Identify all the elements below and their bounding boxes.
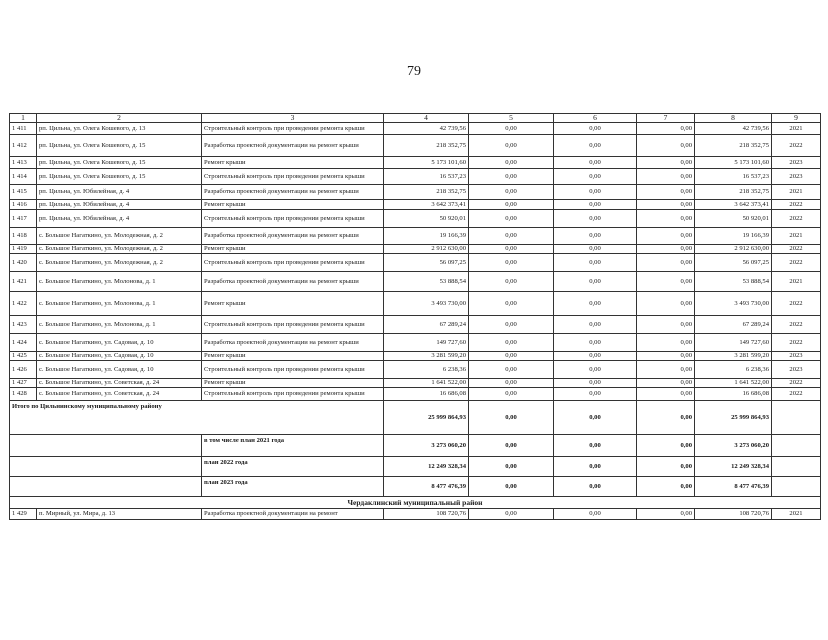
year-cell: 2022 xyxy=(772,135,821,157)
owners-funds-cell: 12 249 328,34 xyxy=(695,457,772,477)
plan-year-row xyxy=(10,457,821,477)
row-number: 1 417 xyxy=(10,210,37,228)
row-number: 1 416 xyxy=(10,200,37,210)
total-cost-cell: 218 352,75 xyxy=(384,185,469,200)
total-cost-cell: 149 727,60 xyxy=(384,334,469,352)
work-type-cell: Разработка проектной документации на ремонт крыши xyxy=(202,272,384,292)
col-header-2: 2 xyxy=(37,114,202,123)
regional-budget-cell: 0,00 xyxy=(554,135,637,157)
fund-cell: 0,00 xyxy=(469,245,554,254)
owners-funds-cell: 6 238,36 xyxy=(695,361,772,379)
fund-cell: 0,00 xyxy=(469,169,554,185)
row-number: 1 413 xyxy=(10,157,37,169)
total-cost-cell: 8 477 476,39 xyxy=(384,477,469,497)
regional-budget-cell: 0,00 xyxy=(554,157,637,169)
row-number: 1 422 xyxy=(10,292,37,316)
year-cell: 2022 xyxy=(772,388,821,401)
address-cell: с. Большое Нагаткино, ул. Молодежная, д. 2 xyxy=(37,245,202,254)
work-type-cell: Строительный контроль при проведении ремонта крыши xyxy=(202,254,384,272)
year-cell: 2022 xyxy=(772,254,821,272)
district-header-row xyxy=(10,497,821,509)
address-cell: с. Большое Нагаткино, ул. Садовая, д. 10 xyxy=(37,352,202,361)
table-row xyxy=(10,509,821,520)
address-cell: рп. Цильна, ул. Олега Кошевого, д. 15 xyxy=(37,157,202,169)
owners-funds-cell: 3 281 599,20 xyxy=(695,352,772,361)
fund-cell: 0,00 xyxy=(469,254,554,272)
table-row xyxy=(10,200,821,210)
total-cost-cell: 56 097,25 xyxy=(384,254,469,272)
total-cost-cell: 16 686,08 xyxy=(384,388,469,401)
year-cell xyxy=(772,401,821,435)
col-header-3: 3 xyxy=(202,114,384,123)
address-cell: с. Большое Нагаткино, ул. Садовая, д. 10 xyxy=(37,334,202,352)
total-cost-cell: 19 166,39 xyxy=(384,228,469,245)
table-row xyxy=(10,352,821,361)
local-budget-cell: 0,00 xyxy=(637,169,695,185)
table-row xyxy=(10,334,821,352)
table-row xyxy=(10,361,821,379)
local-budget-cell: 0,00 xyxy=(637,200,695,210)
regional-budget-cell: 0,00 xyxy=(554,254,637,272)
local-budget-cell: 0,00 xyxy=(637,352,695,361)
local-budget-cell: 0,00 xyxy=(637,157,695,169)
table-row xyxy=(10,254,821,272)
owners-funds-cell: 218 352,75 xyxy=(695,135,772,157)
local-budget-cell: 0,00 xyxy=(637,123,695,135)
fund-cell: 0,00 xyxy=(469,135,554,157)
blank-cell xyxy=(10,435,202,457)
regional-budget-cell: 0,00 xyxy=(554,509,637,520)
regional-budget-cell: 0,00 xyxy=(554,292,637,316)
row-number: 1 423 xyxy=(10,316,37,334)
table-row xyxy=(10,316,821,334)
table-row xyxy=(10,210,821,228)
fund-cell: 0,00 xyxy=(469,379,554,388)
fund-cell: 0,00 xyxy=(469,272,554,292)
regional-budget-cell: 0,00 xyxy=(554,435,637,457)
plan-label: в том числе план 2021 года xyxy=(202,435,384,457)
total-cost-cell: 53 888,54 xyxy=(384,272,469,292)
row-number: 1 421 xyxy=(10,272,37,292)
regional-budget-cell: 0,00 xyxy=(554,200,637,210)
work-type-cell: Ремонт крыши xyxy=(202,292,384,316)
row-number: 1 418 xyxy=(10,228,37,245)
local-budget-cell: 0,00 xyxy=(637,435,695,457)
regional-budget-cell: 0,00 xyxy=(554,352,637,361)
blank-cell xyxy=(10,477,202,497)
local-budget-cell: 0,00 xyxy=(637,292,695,316)
col-header-9: 9 xyxy=(772,114,821,123)
regional-budget-cell: 0,00 xyxy=(554,316,637,334)
local-budget-cell: 0,00 xyxy=(637,272,695,292)
col-header-7: 7 xyxy=(637,114,695,123)
work-type-cell: Строительный контроль при проведении ремонта крыши xyxy=(202,388,384,401)
row-number: 1 428 xyxy=(10,388,37,401)
table-row xyxy=(10,272,821,292)
row-number: 1 415 xyxy=(10,185,37,200)
local-budget-cell: 0,00 xyxy=(637,245,695,254)
address-cell: с. Большое Нагаткино, ул. Молодежная, д. 2 xyxy=(37,254,202,272)
fund-cell: 0,00 xyxy=(469,477,554,497)
owners-funds-cell: 16 686,08 xyxy=(695,388,772,401)
owners-funds-cell: 149 727,60 xyxy=(695,334,772,352)
table-row xyxy=(10,228,821,245)
fund-cell: 0,00 xyxy=(469,200,554,210)
owners-funds-cell: 56 097,25 xyxy=(695,254,772,272)
work-type-cell: Ремонт крыши xyxy=(202,245,384,254)
column-number-row xyxy=(10,114,821,123)
address-cell: с. Большое Нагаткино, ул. Молонова, д. 1 xyxy=(37,272,202,292)
total-label: Итого по Цильнинскому муниципальному району xyxy=(10,401,384,435)
regional-budget-cell: 0,00 xyxy=(554,228,637,245)
owners-funds-cell: 25 999 864,93 xyxy=(695,401,772,435)
regional-budget-cell: 0,00 xyxy=(554,401,637,435)
fund-cell: 0,00 xyxy=(469,361,554,379)
fund-cell: 0,00 xyxy=(469,388,554,401)
regional-budget-cell: 0,00 xyxy=(554,272,637,292)
work-type-cell: Ремонт крыши xyxy=(202,379,384,388)
local-budget-cell: 0,00 xyxy=(637,509,695,520)
owners-funds-cell: 8 477 476,39 xyxy=(695,477,772,497)
address-cell: рп. Цильна, ул. Олега Кошевого, д. 15 xyxy=(37,135,202,157)
table-row xyxy=(10,388,821,401)
work-type-cell: Разработка проектной документации на ремонт крыши xyxy=(202,228,384,245)
work-type-cell: Разработка проектной документации на ремонт крыши xyxy=(202,334,384,352)
row-number: 1 425 xyxy=(10,352,37,361)
work-type-cell: Строительный контроль при проведении ремонта крыши xyxy=(202,210,384,228)
address-cell: п. Мирный, ул. Мира, д. 13 xyxy=(37,509,202,520)
local-budget-cell: 0,00 xyxy=(637,388,695,401)
total-cost-cell: 42 739,56 xyxy=(384,123,469,135)
owners-funds-cell: 42 739,56 xyxy=(695,123,772,135)
year-cell: 2022 xyxy=(772,334,821,352)
regional-budget-cell: 0,00 xyxy=(554,210,637,228)
address-cell: рп. Цильна, ул. Олега Кошевого, д. 13 xyxy=(37,123,202,135)
year-cell: 2021 xyxy=(772,509,821,520)
fund-cell: 0,00 xyxy=(469,123,554,135)
row-number: 1 429 xyxy=(10,509,37,520)
regional-budget-cell: 0,00 xyxy=(554,334,637,352)
year-cell xyxy=(772,457,821,477)
fund-cell: 0,00 xyxy=(469,509,554,520)
local-budget-cell: 0,00 xyxy=(637,379,695,388)
owners-funds-cell: 2 912 630,00 xyxy=(695,245,772,254)
work-type-cell: Ремонт крыши xyxy=(202,200,384,210)
row-number: 1 414 xyxy=(10,169,37,185)
total-cost-cell: 25 999 864,93 xyxy=(384,401,469,435)
total-cost-cell: 5 173 101,60 xyxy=(384,157,469,169)
regional-budget-cell: 0,00 xyxy=(554,185,637,200)
local-budget-cell: 0,00 xyxy=(637,361,695,379)
row-number: 1 420 xyxy=(10,254,37,272)
work-type-cell: Ремонт крыши xyxy=(202,157,384,169)
blank-cell xyxy=(10,457,202,477)
owners-funds-cell: 1 641 522,00 xyxy=(695,379,772,388)
row-number: 1 412 xyxy=(10,135,37,157)
fund-cell: 0,00 xyxy=(469,352,554,361)
owners-funds-cell: 3 273 060,20 xyxy=(695,435,772,457)
local-budget-cell: 0,00 xyxy=(637,477,695,497)
fund-cell: 0,00 xyxy=(469,292,554,316)
owners-funds-cell: 50 920,01 xyxy=(695,210,772,228)
year-cell: 2022 xyxy=(772,245,821,254)
year-cell: 2022 xyxy=(772,292,821,316)
fund-cell: 0,00 xyxy=(469,457,554,477)
plan-year-row xyxy=(10,435,821,457)
total-cost-cell: 3 642 373,41 xyxy=(384,200,469,210)
address-cell: рп. Цильна, ул. Юбилейная, д. 4 xyxy=(37,200,202,210)
address-cell: рп. Цильна, ул. Юбилейная, д. 4 xyxy=(37,185,202,200)
owners-funds-cell: 218 352,75 xyxy=(695,185,772,200)
work-type-cell: Строительный контроль при проведении ремонта крыши xyxy=(202,316,384,334)
year-cell: 2022 xyxy=(772,200,821,210)
owners-funds-cell: 3 642 373,41 xyxy=(695,200,772,210)
col-header-4: 4 xyxy=(384,114,469,123)
year-cell xyxy=(772,477,821,497)
regional-budget-cell: 0,00 xyxy=(554,388,637,401)
owners-funds-cell: 67 289,24 xyxy=(695,316,772,334)
year-cell: 2021 xyxy=(772,228,821,245)
row-number: 1 411 xyxy=(10,123,37,135)
local-budget-cell: 0,00 xyxy=(637,316,695,334)
total-cost-cell: 67 289,24 xyxy=(384,316,469,334)
regional-budget-cell: 0,00 xyxy=(554,379,637,388)
address-cell: с. Большое Нагаткино, ул. Советская, д. 24 xyxy=(37,379,202,388)
total-cost-cell: 3 273 060,20 xyxy=(384,435,469,457)
fund-cell: 0,00 xyxy=(469,228,554,245)
total-cost-cell: 16 537,23 xyxy=(384,169,469,185)
local-budget-cell: 0,00 xyxy=(637,135,695,157)
page-number: 79 xyxy=(407,64,421,79)
work-type-cell: Ремонт крыши xyxy=(202,352,384,361)
owners-funds-cell: 16 537,23 xyxy=(695,169,772,185)
row-number: 1 419 xyxy=(10,245,37,254)
row-number: 1 427 xyxy=(10,379,37,388)
local-budget-cell: 0,00 xyxy=(637,254,695,272)
local-budget-cell: 0,00 xyxy=(637,228,695,245)
address-cell: с. Большое Нагаткино, ул. Советская, д. 24 xyxy=(37,388,202,401)
register-table xyxy=(9,113,821,520)
work-type-cell: Строительный контроль при проведении ремонта крыши xyxy=(202,361,384,379)
table-row xyxy=(10,169,821,185)
table-row xyxy=(10,157,821,169)
year-cell: 2022 xyxy=(772,210,821,228)
total-cost-cell: 6 238,36 xyxy=(384,361,469,379)
year-cell: 2021 xyxy=(772,185,821,200)
regional-budget-cell: 0,00 xyxy=(554,457,637,477)
table-row xyxy=(10,292,821,316)
col-header-6: 6 xyxy=(554,114,637,123)
owners-funds-cell: 53 888,54 xyxy=(695,272,772,292)
table-row xyxy=(10,185,821,200)
regional-budget-cell: 0,00 xyxy=(554,123,637,135)
year-cell: 2023 xyxy=(772,157,821,169)
total-cost-cell: 50 920,01 xyxy=(384,210,469,228)
regional-budget-cell: 0,00 xyxy=(554,361,637,379)
year-cell: 2022 xyxy=(772,316,821,334)
regional-budget-cell: 0,00 xyxy=(554,477,637,497)
fund-cell: 0,00 xyxy=(469,157,554,169)
total-cost-cell: 218 352,75 xyxy=(384,135,469,157)
total-cost-cell: 108 720,76 xyxy=(384,509,469,520)
plan-year-row xyxy=(10,477,821,497)
plan-label: план 2022 года xyxy=(202,457,384,477)
total-cost-cell: 2 912 630,00 xyxy=(384,245,469,254)
address-cell: рп. Цильна, ул. Юбилейная, д. 4 xyxy=(37,210,202,228)
owners-funds-cell: 108 720,76 xyxy=(695,509,772,520)
year-cell: 2021 xyxy=(772,272,821,292)
fund-cell: 0,00 xyxy=(469,210,554,228)
local-budget-cell: 0,00 xyxy=(637,401,695,435)
local-budget-cell: 0,00 xyxy=(637,457,695,477)
owners-funds-cell: 3 493 730,00 xyxy=(695,292,772,316)
col-header-5: 5 xyxy=(469,114,554,123)
district-total-row xyxy=(10,401,821,435)
work-type-cell: Строительный контроль при проведении ремонта крыши xyxy=(202,123,384,135)
plan-label: план 2023 года xyxy=(202,477,384,497)
work-type-cell: Строительный контроль при проведении ремонта крыши xyxy=(202,169,384,185)
local-budget-cell: 0,00 xyxy=(637,334,695,352)
regional-budget-cell: 0,00 xyxy=(554,245,637,254)
year-cell: 2023 xyxy=(772,352,821,361)
owners-funds-cell: 5 173 101,60 xyxy=(695,157,772,169)
owners-funds-cell: 19 166,39 xyxy=(695,228,772,245)
col-header-1: 1 xyxy=(10,114,37,123)
local-budget-cell: 0,00 xyxy=(637,185,695,200)
row-number: 1 426 xyxy=(10,361,37,379)
work-type-cell: Разработка проектной документации на ремонт крыши xyxy=(202,135,384,157)
year-cell: 2021 xyxy=(772,123,821,135)
local-budget-cell: 0,00 xyxy=(637,210,695,228)
fund-cell: 0,00 xyxy=(469,185,554,200)
work-type-cell: Разработка проектной документации на ремонт крыши xyxy=(202,185,384,200)
row-number: 1 424 xyxy=(10,334,37,352)
fund-cell: 0,00 xyxy=(469,401,554,435)
address-cell: с. Большое Нагаткино, ул. Молонова, д. 1 xyxy=(37,292,202,316)
address-cell: с. Большое Нагаткино, ул. Молодежная, д. 2 xyxy=(37,228,202,245)
fund-cell: 0,00 xyxy=(469,316,554,334)
total-cost-cell: 3 281 599,20 xyxy=(384,352,469,361)
table-row xyxy=(10,379,821,388)
work-type-cell: Разработка проектной документации на ремонт xyxy=(202,509,384,520)
address-cell: рп. Цильна, ул. Олега Кошевого, д. 15 xyxy=(37,169,202,185)
year-cell: 2023 xyxy=(772,361,821,379)
year-cell: 2022 xyxy=(772,379,821,388)
total-cost-cell: 1 641 522,00 xyxy=(384,379,469,388)
year-cell xyxy=(772,435,821,457)
district-header: Чердаклинский муниципальный район xyxy=(10,497,821,509)
col-header-8: 8 xyxy=(695,114,772,123)
regional-budget-cell: 0,00 xyxy=(554,169,637,185)
total-cost-cell: 12 249 328,34 xyxy=(384,457,469,477)
fund-cell: 0,00 xyxy=(469,334,554,352)
year-cell: 2023 xyxy=(772,169,821,185)
fund-cell: 0,00 xyxy=(469,435,554,457)
table-row xyxy=(10,123,821,135)
address-cell: с. Большое Нагаткино, ул. Садовая, д. 10 xyxy=(37,361,202,379)
table-row xyxy=(10,135,821,157)
address-cell: с. Большое Нагаткино, ул. Молонова, д. 1 xyxy=(37,316,202,334)
table-row xyxy=(10,245,821,254)
total-cost-cell: 3 493 730,00 xyxy=(384,292,469,316)
